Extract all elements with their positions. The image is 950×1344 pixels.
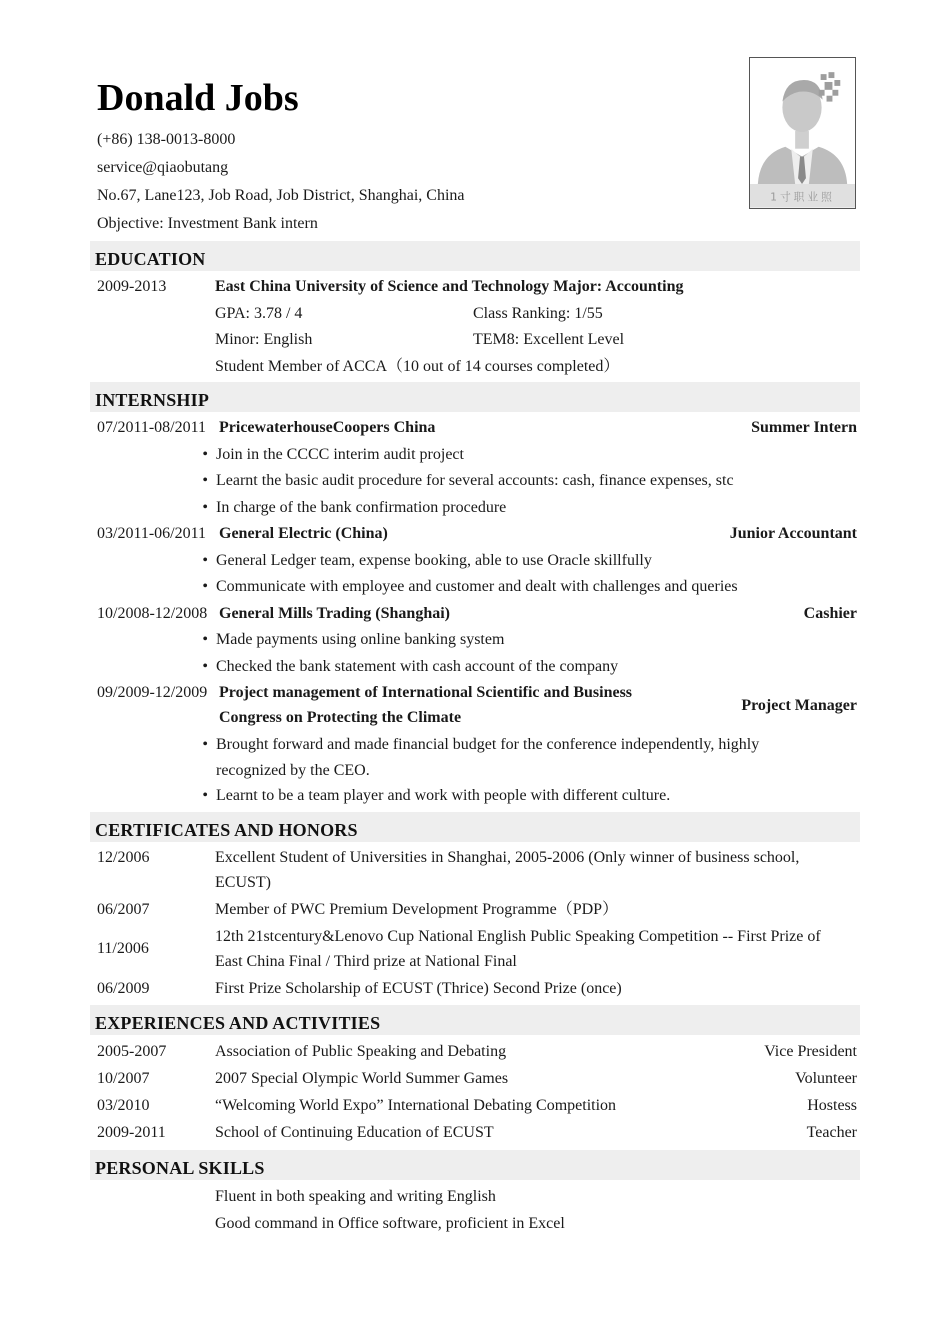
- internship-role: Summer Intern: [751, 419, 857, 436]
- internship-entry: [90, 680, 860, 730]
- bullet-icon: •: [202, 498, 208, 516]
- section-title-education: EDUCATION: [90, 241, 860, 271]
- list-item: • Checked the bank statement with cash account of the company: [90, 654, 860, 681]
- experience-entry: 2009-2011 School of Continuing Education of ECUST Teacher: [97, 1124, 857, 1141]
- photo-caption: 1寸职业照: [770, 190, 835, 204]
- education-entry: [90, 274, 860, 380]
- education-acca: Student Member of ACCA（10 out of 14 courses completed）: [215, 357, 620, 375]
- skills-section: [90, 1150, 860, 1237]
- internship-company-line1: Project management of International Scientific and Business: [219, 684, 633, 701]
- bullet-icon: •: [202, 786, 208, 804]
- internship-role: Project Manager: [741, 696, 857, 714]
- experiences-section: [90, 1005, 860, 1146]
- internship-date: 09/2009-12/2009: [97, 684, 208, 701]
- internship-company-line2: Congress on Protecting the Climate: [219, 709, 462, 726]
- section-title-skills: PERSONAL SKILLS: [90, 1150, 860, 1180]
- certificate-entry: 06/2009 First Prize Scholarship of ECUST (Thrice) Second Prize (once): [90, 976, 860, 1003]
- profile-photo-placeholder: [749, 57, 856, 209]
- internship-entry: [90, 415, 860, 442]
- certificate-date: 12/2006: [97, 849, 150, 866]
- list-item: • Learnt to be a team player and work with people with different culture.: [90, 783, 860, 810]
- internship-company: General Mills Trading (Shanghai): [219, 604, 450, 622]
- bullet-icon: •: [202, 657, 208, 675]
- list-item-continuation: recognized by the CEO.: [216, 761, 370, 779]
- bullet-icon: •: [202, 736, 208, 753]
- email-address: service@qiaobutang: [97, 159, 229, 176]
- certificates-section: [90, 812, 860, 1002]
- internship-role: Cashier: [803, 604, 857, 622]
- section-title-experiences: EXPERIENCES AND ACTIVITIES: [90, 1005, 860, 1035]
- internship-date: 07/2011-08/2011: [97, 419, 207, 436]
- education-minor: Minor: English: [215, 331, 313, 348]
- certificate-date: 06/2009: [97, 979, 150, 997]
- education-gpa: GPA: 3.78 / 4: [215, 304, 303, 322]
- internship-company: PricewaterhouseCoopers China: [219, 419, 436, 436]
- list-item: • Join in the CCCC interim audit project: [90, 442, 860, 469]
- experience-entry: 03/2010 “Welcoming World Expo” International Debating Competition Hostess: [97, 1097, 857, 1114]
- section-title-internship: INTERNSHIP: [90, 382, 860, 412]
- education-section: [90, 241, 860, 380]
- candidate-name: Donald Jobs: [97, 77, 299, 119]
- bullet-icon: •: [202, 445, 208, 463]
- internship-entry: [90, 521, 860, 548]
- experience-entry: 10/2007 2007 Special Olympic World Summer Games Volunteer: [97, 1070, 857, 1087]
- certificate-date: 06/2007: [97, 901, 150, 918]
- resume-header: [97, 74, 717, 238]
- bullet-icon: •: [202, 551, 208, 569]
- resume-body: [90, 241, 860, 1239]
- phone-number: (+86) 138-0013-8000: [97, 131, 236, 148]
- career-objective: Objective: Investment Bank intern: [97, 215, 318, 232]
- bullet-icon: •: [202, 631, 208, 648]
- list-item: • General Ledger team, expense booking, able to use Oracle skillfully: [90, 548, 860, 575]
- education-ranking: Class Ranking: 1/55: [473, 304, 603, 322]
- experience-entry: 2005-2007 Association of Public Speaking and Debating Vice President: [97, 1043, 857, 1060]
- internship-company: General Electric (China): [219, 525, 388, 542]
- certificate-date: 11/2006: [97, 940, 149, 957]
- list-item: • Brought forward and made financial budget for the conference independently, highly: [90, 732, 860, 759]
- internship-date: 03/2011-06/2011: [97, 525, 207, 542]
- section-title-certificates: CERTIFICATES AND HONORS: [90, 812, 860, 842]
- skill-item: Good command in Office software, proficient in Excel: [215, 1215, 565, 1232]
- internship-entry: [90, 601, 860, 628]
- person-silhouette-icon: [750, 58, 855, 208]
- certificate-entry: 11/2006 12th 21stcentury&Lenovo Cup National English Public Speaking Competition -- First Prize of East China Final / Third prize at National Final: [90, 924, 860, 974]
- postal-address: No.67, Lane123, Job Road, Job District, Shanghai, China: [97, 187, 465, 204]
- bullet-icon: •: [202, 472, 208, 489]
- education-tem: TEM8: Excellent Level: [473, 331, 625, 348]
- certificate-entry: 06/2007 Member of PWC Premium Development Programme（PDP）: [90, 897, 860, 924]
- list-item: • In charge of the bank confirmation procedure: [90, 495, 860, 522]
- internship-date: 10/2008-12/2008: [97, 604, 208, 622]
- list-item: • Learnt the basic audit procedure for several accounts: cash, finance expenses, stc: [90, 468, 860, 495]
- bullet-icon: •: [202, 578, 208, 595]
- certificate-entry: 12/2006 Excellent Student of Universities in Shanghai, 2005-2006 (Only winner of business school, ECUST): [90, 845, 860, 895]
- skill-item: Fluent in both speaking and writing English: [215, 1188, 496, 1205]
- list-item: • Communicate with employee and customer and dealt with challenges and queries: [90, 574, 860, 601]
- internship-role: Junior Accountant: [729, 525, 857, 542]
- education-date: 2009-2013: [97, 278, 167, 295]
- education-school: East China University of Science and Technology Major: Accounting: [215, 278, 684, 295]
- list-item: • Made payments using online banking system: [90, 627, 860, 654]
- internship-section: [90, 382, 860, 809]
